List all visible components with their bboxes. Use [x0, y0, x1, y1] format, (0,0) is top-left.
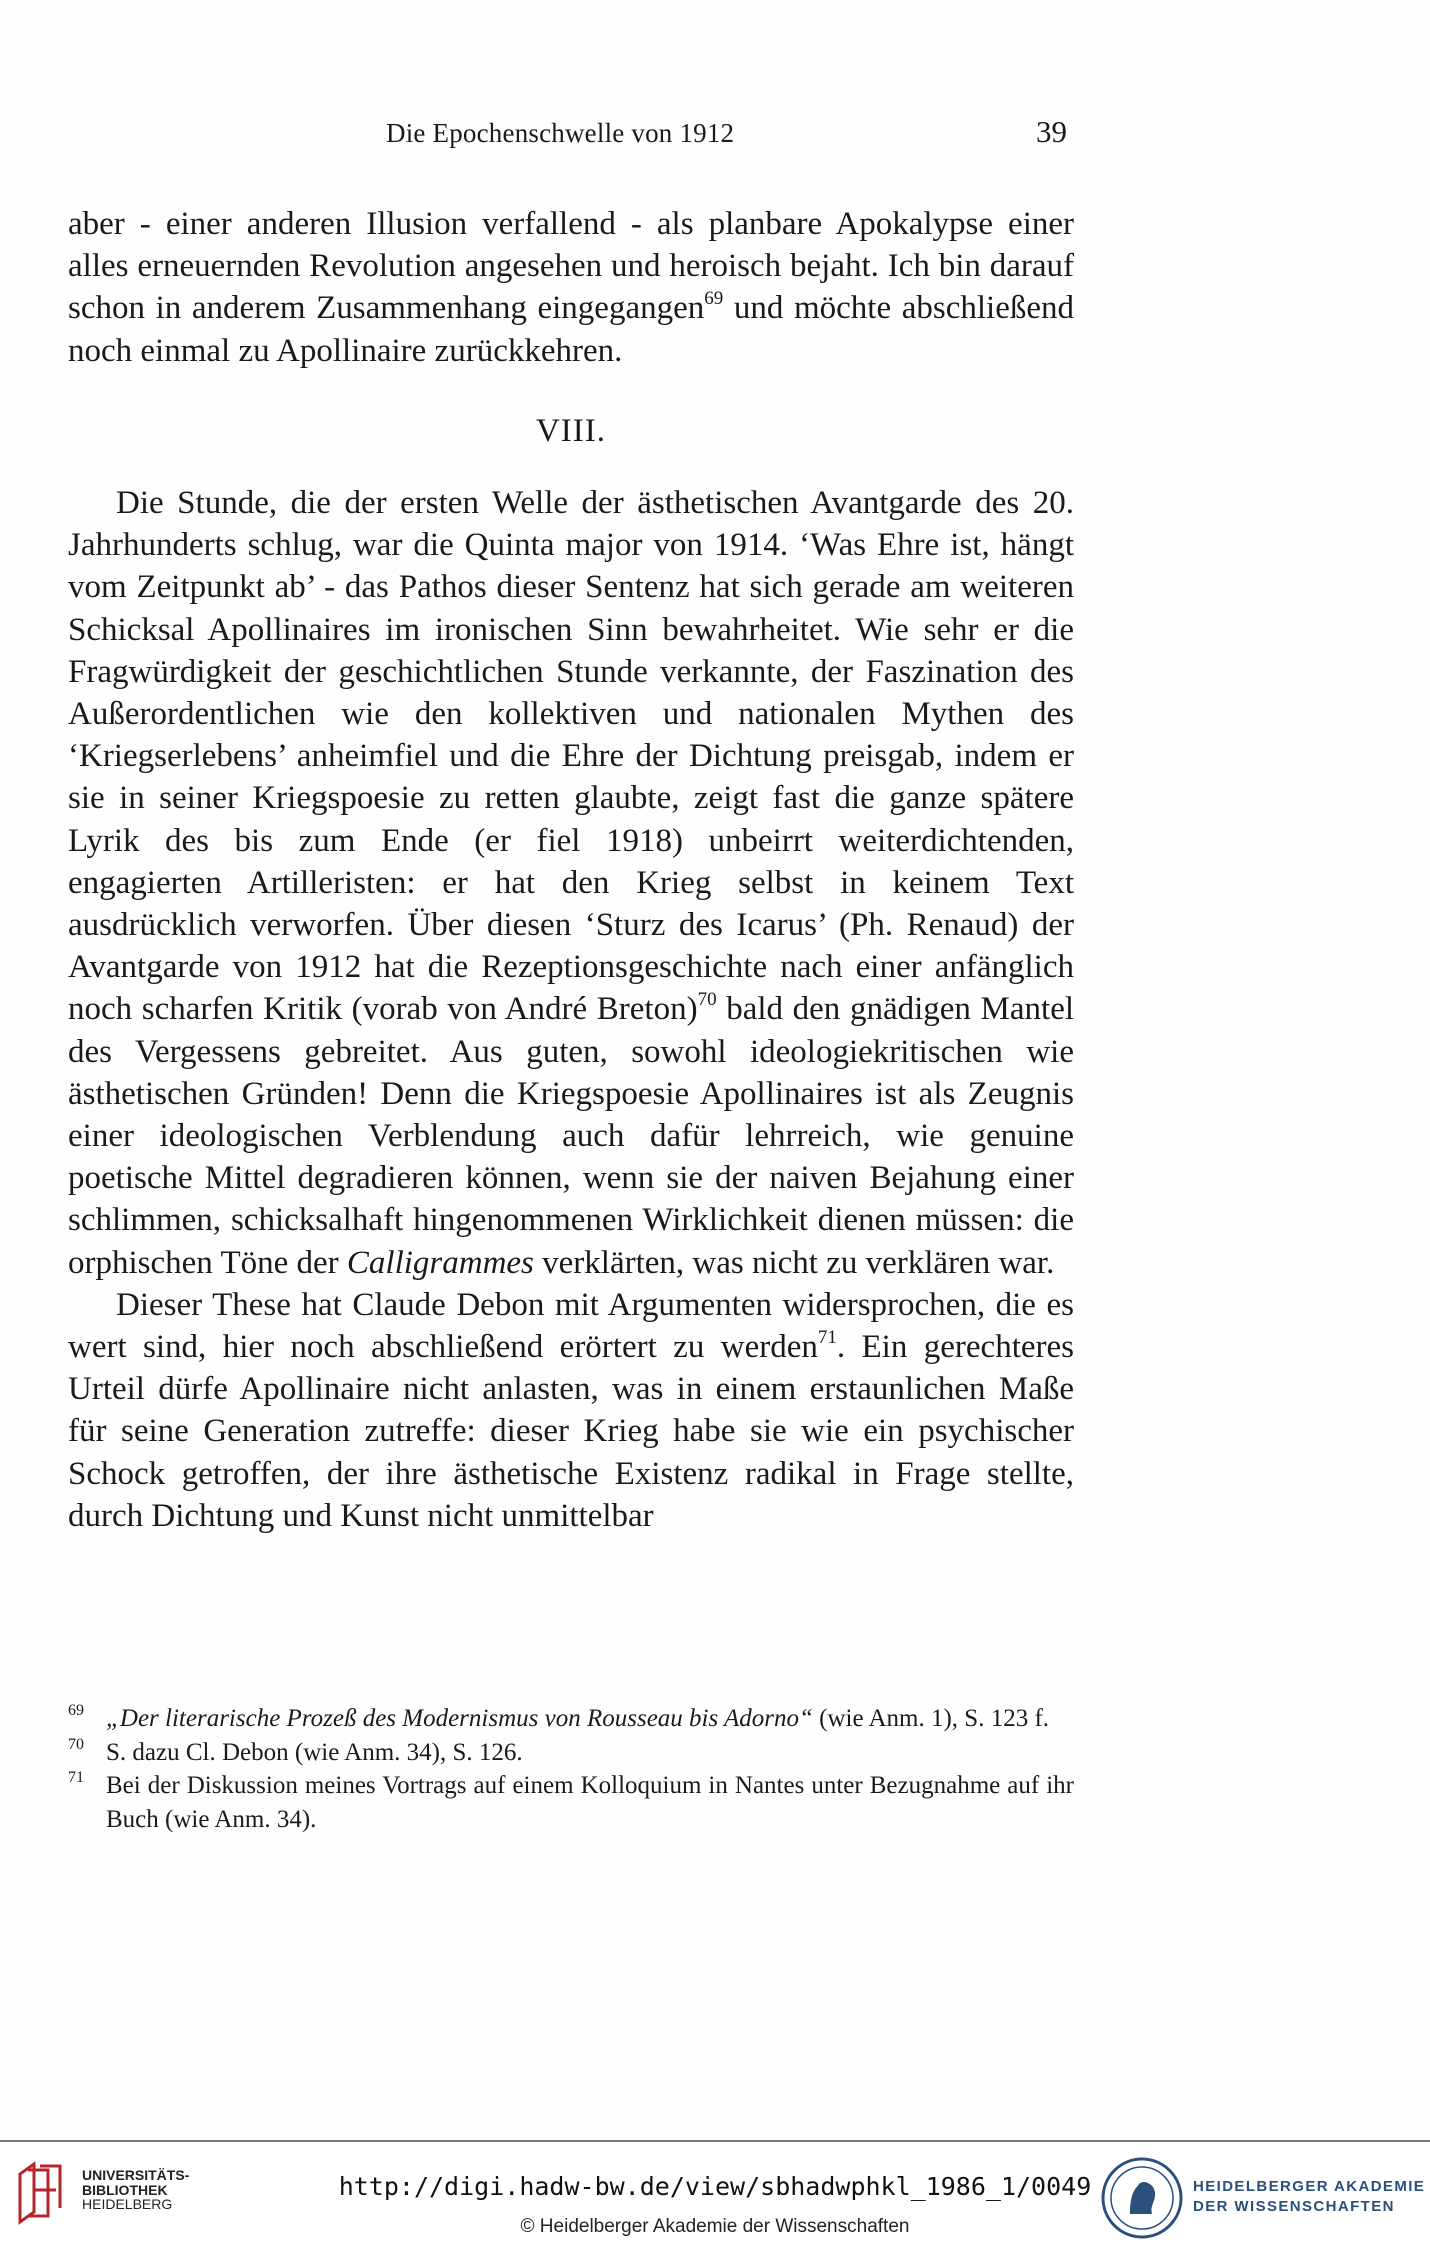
academy-seal-icon: [1100, 2156, 1184, 2240]
paragraph-2-text-a: Die Stunde, die der ersten Welle der ästhetischen Avantgarde des 20. Jahrhunderts schlug, war die Quinta major von 1914. ‘Was Ehre ist, hängt vom Zeitpunkt ab’ - das Pathos dieser Sentenz hat sich gerade am weiteren Schicksal Apollinaires im ironischen Sinn bewahrheitet. Wie sehr er die Fragwürdigkeit der geschichtlichen Stunde verkannte, der Faszination des Außerordentlichen wie den kollektiven und nationalen Mythen des ‘Kriegserlebens’ anheimfiel und die Ehre der Dichtung preisgab, indem er sie in seiner Kriegspoesie zu retten glaubte, zeigt fast die ganze spätere Lyrik des bis zum Ende (er fiel 1918) unbeirrt weiterdichtenden, engagierten Artilleristen: er hat den Krieg selbst in keinem Text ausdrücklich verworfen. Über diesen ‘Sturz des Icarus’ (Ph. Renaud) der Avantgarde von 1912 hat die Rezeptionsgeschichte nach einer anfänglich noch scharfen Kritik (vorab von André Breton): [68, 485, 1074, 1028]
library-name-line: HEIDELBERG: [82, 2196, 173, 2212]
academy-name-line: HEIDELBERGER AKADEMIE: [1193, 2178, 1426, 2195]
work-title-calligrammes: Calligrammes: [346, 1244, 534, 1281]
footnote-number: 70: [68, 1735, 84, 1753]
academy-name: [1193, 2177, 1425, 2217]
footnote-69: [68, 1702, 1074, 1736]
page-number: 39: [1036, 114, 1067, 149]
footnote-text: (wie Anm. 1), S. 123 f.: [812, 1705, 1050, 1732]
copyright-notice: © Heidelberger Akademie der Wissenschaften: [520, 2216, 910, 2237]
viewer-footer: [0, 2140, 1430, 2247]
footnote-70: [68, 1736, 1074, 1770]
academy-name-line: DER WISSENSCHAFTEN: [1193, 2198, 1395, 2215]
footnote-number: 71: [68, 1769, 84, 1786]
footnote-text: Bei der Diskussion meines Vortrags auf einem Kolloquium in Nantes unter Bezugnahme auf ihr Buch (wie Anm. 34).: [106, 1772, 1074, 1833]
paragraph-2-text-b: bald den gnädigen Mantel des Vergessens gebreitet. Aus guten, sowohl ideologiekritischen wie ästhetischen Gründen! Denn die Kriegspoesie Apollinaires ist als Zeugnis einer ideologischen Verblendung auch dafür lehrreich, wie genuine poetische Mittel degradieren können, wenn sie der naiven Bejahung einer schlimmen, schicksalhaft hingenommenen Wirklichkeit dienen müssen: die orphischen Töne der: [68, 991, 1075, 1281]
paragraph-1-text-a: aber - einer anderen Illusion verfallend - als planbare Apokalypse einer alles erneuernden Revolution angesehen und heroisch bejaht. Ich bin darauf schon in anderem Zusammenhang eingegangen: [68, 206, 1074, 327]
paragraph-2-text-c: verklärten, was nicht zu verklären war.: [533, 1244, 1055, 1281]
permalink-url[interactable]: http://digi.hadw-bw.de/view/sbhadwphkl_1986_1/0049: [338, 2172, 1092, 2201]
footnote-ref-70[interactable]: 70: [697, 989, 717, 1011]
footnote-ref-71[interactable]: 71: [817, 1327, 837, 1349]
paragraph-3: [68, 1284, 1074, 1537]
section-heading: VIII.: [535, 412, 607, 449]
paragraph-3-text-b: . Ein gerechteres Urteil dürfe Apollinaire nicht anlasten, was in einem erstaunlichen Maße für seine Generation zutreffe: dieser Krieg habe sie wie ein psychischer Schock getroffen, der ihre ästhetische Existenz radikal in Frage stellte, durch Dichtung und Kunst nicht unmittelbar: [68, 1329, 1074, 1534]
footnote-ref-69[interactable]: 69: [704, 288, 724, 310]
paragraph-1-text-b: und möchte abschließend noch einmal zu Apollinaire zurückkehren.: [68, 290, 1074, 369]
paragraph-2: [68, 482, 1074, 1284]
footnote-number: 69: [68, 1702, 84, 1719]
footnote-71: [68, 1769, 1074, 1836]
paragraph-3-text-a: Dieser These hat Claude Debon mit Argumenten widersprochen, die es wert sind, hier noch abschließend erörtert zu werden: [68, 1286, 1074, 1366]
footnote-text: S. dazu Cl. Debon (wie Anm. 34), S. 126.: [106, 1738, 523, 1766]
footnotes: [68, 1702, 1074, 1836]
running-title: Die Epochenschwelle von 1912: [386, 118, 735, 148]
library-name-line: BIBLIOTHEK: [82, 2181, 168, 2198]
library-name-line: UNIVERSITÄTS-: [82, 2167, 190, 2183]
body-text: [68, 203, 1074, 1537]
footnote-title: „Der literarische Prozeß des Modernismus von Rousseau bis Adorno“: [106, 1705, 813, 1732]
paragraph-1: [68, 203, 1074, 372]
